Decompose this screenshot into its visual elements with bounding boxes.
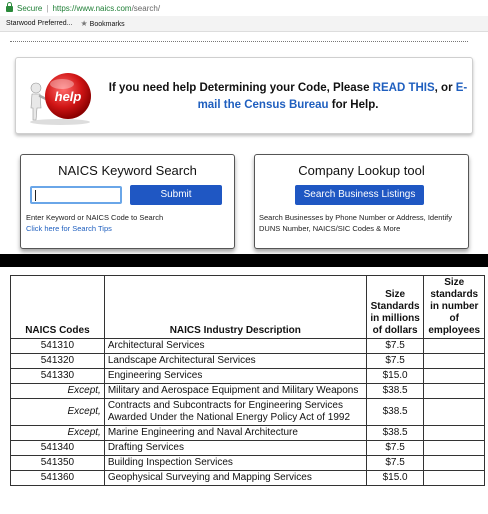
table-row	[11, 426, 485, 441]
naics-code: 541330	[11, 369, 105, 384]
size-employees	[424, 471, 485, 486]
size-millions: $38.5	[366, 384, 424, 399]
naics-code: 541340	[11, 441, 105, 456]
industry-description: Geophysical Surveying and Mapping Services	[104, 471, 366, 486]
company-lookup-title: Company Lookup tool	[298, 163, 425, 178]
size-millions: $7.5	[366, 339, 424, 354]
industry-description: Building Inspection Services	[104, 456, 366, 471]
secure-label: Secure	[17, 3, 43, 13]
table-row	[11, 354, 485, 369]
help-text-middle: , or	[434, 82, 456, 94]
size-millions: $38.5	[366, 399, 424, 426]
table-header-row	[11, 276, 485, 339]
address-bar[interactable]	[0, 0, 488, 16]
industry-description: Landscape Architectural Services	[104, 354, 366, 369]
header-size-millions: Size Standards in millions of dollars	[366, 276, 424, 339]
naics-code: 541350	[11, 456, 105, 471]
industry-description: Marine Engineering and Naval Architecture	[104, 426, 366, 441]
divider-band	[0, 254, 488, 267]
submit-button[interactable]: Submit	[130, 185, 222, 205]
size-millions: $7.5	[366, 456, 424, 471]
industry-description: Contracts and Subcontracts for Engineering Services Awarded Under the National Energy Policy Act of 1992	[104, 399, 366, 426]
help-banner	[15, 57, 473, 134]
keyword-search-input[interactable]	[30, 186, 122, 204]
size-millions: $15.0	[366, 471, 424, 486]
naics-code-exception: Except,	[11, 399, 105, 426]
size-employees	[424, 369, 485, 384]
size-millions: $7.5	[366, 441, 424, 456]
size-employees	[424, 441, 485, 456]
bookmark-starwood[interactable]: Starwood Preferred...	[6, 20, 73, 27]
size-employees	[424, 339, 485, 354]
company-lookup-panel	[254, 154, 469, 249]
url-text[interactable]	[52, 4, 160, 13]
help-text-after: for Help.	[328, 99, 379, 111]
size-standards-table	[10, 275, 485, 486]
company-lookup-description: Search Businesses by Phone Number or Address, Identify DUNS Number, NAICS/SIC Codes & More	[259, 213, 453, 233]
naics-code: 541360	[11, 471, 105, 486]
keyword-search-panel	[20, 154, 235, 249]
table-row	[11, 399, 485, 426]
bookmarks-folder[interactable]	[81, 19, 125, 28]
help-icon-text: help	[54, 89, 82, 104]
industry-description: Military and Aerospace Equipment and Military Weapons	[104, 384, 366, 399]
size-millions: $15.0	[366, 369, 424, 384]
search-business-listings-button[interactable]: Search Business Listings	[295, 185, 424, 205]
naics-code-exception: Except,	[11, 384, 105, 399]
bookmarks-label: Bookmarks	[89, 21, 125, 28]
lock-icon	[6, 6, 13, 12]
naics-code: 541310	[11, 339, 105, 354]
size-employees	[424, 384, 485, 399]
keyword-search-hint: Enter Keyword or NAICS Code to Search	[26, 213, 164, 222]
table-row	[11, 339, 485, 354]
size-employees	[424, 426, 485, 441]
bookmarks-bar	[0, 16, 488, 32]
header-naics-codes: NAICS Codes	[11, 276, 105, 339]
help-text-before: If you need help Determining your Code, Please	[108, 82, 373, 94]
search-tips-link[interactable]: Click here for Search Tips	[26, 224, 112, 233]
table-row	[11, 441, 485, 456]
naics-code: 541320	[11, 354, 105, 369]
table-row	[11, 456, 485, 471]
separator: |	[46, 3, 49, 13]
size-employees	[424, 354, 485, 369]
size-employees	[424, 399, 485, 426]
help-icon	[24, 68, 96, 126]
size-employees	[424, 456, 485, 471]
industry-description: Engineering Services	[104, 369, 366, 384]
table-row	[11, 384, 485, 399]
table-row	[11, 471, 485, 486]
help-message	[108, 80, 468, 114]
keyword-search-title: NAICS Keyword Search	[58, 163, 197, 178]
industry-description: Drafting Services	[104, 441, 366, 456]
divider	[10, 41, 468, 42]
star-icon: ★	[80, 19, 88, 28]
naics-code-exception: Except,	[11, 426, 105, 441]
size-millions: $7.5	[366, 354, 424, 369]
email-census-link[interactable]: E-mail the Census Bureau	[197, 82, 468, 111]
table-row	[11, 369, 485, 384]
header-industry-description: NAICS Industry Description	[104, 276, 366, 339]
read-this-link[interactable]: READ THIS	[372, 82, 435, 94]
size-millions: $38.5	[366, 426, 424, 441]
url-host: https://www.naics.com	[52, 3, 132, 13]
url-path: /search/	[131, 3, 161, 13]
header-size-employees: Size standards in number of employees	[424, 276, 485, 339]
industry-description: Architectural Services	[104, 339, 366, 354]
